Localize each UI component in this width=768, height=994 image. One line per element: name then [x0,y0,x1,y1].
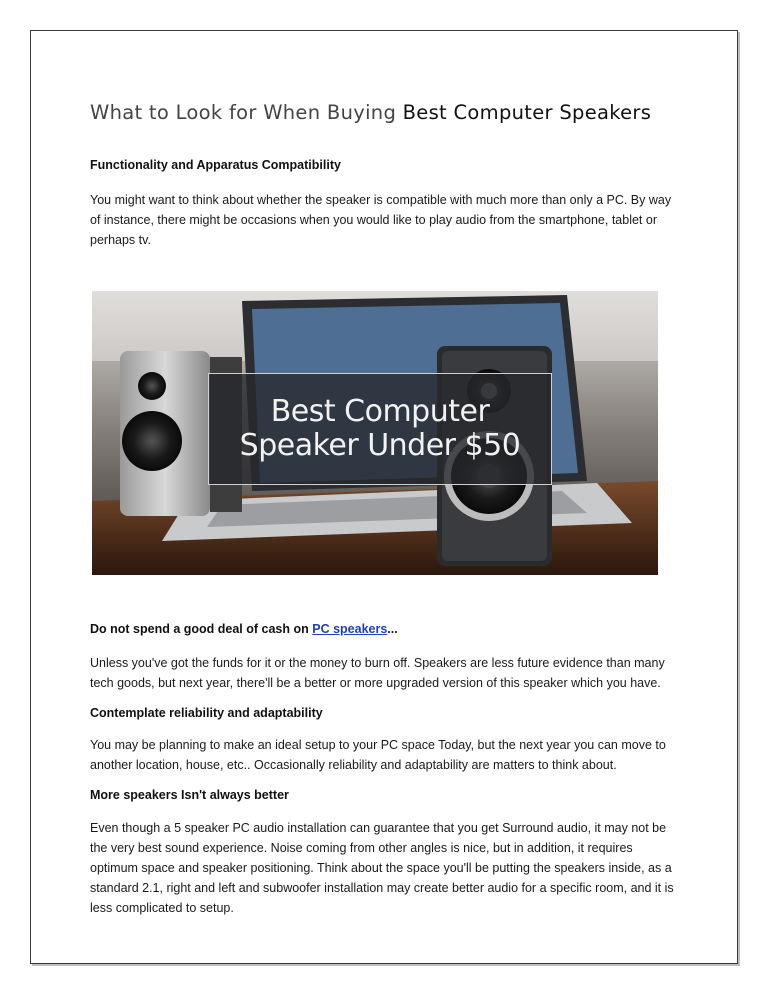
caption-line-1: Best Computer [270,394,490,429]
document-page [30,30,738,964]
section-body-cash: Unless you've got the funds for it or the money to burn off. Speakers are less future evidence than many tech goods, but next year, there'll be a better or more upgraded version of this speaker which you have. [90,656,665,690]
heading-ellipsis: ... [387,622,398,636]
left-tweeter [138,372,166,400]
title-accent: Best Computer Speakers [402,101,652,124]
caption-line-2: Speaker Under $50 [239,428,521,463]
section-body-reliability: You may be planning to make an ideal setup to your PC space Today, but the next year you can move to another location, house, etc.. Occasionally reliability and adaptability are matters to think about. [90,738,666,772]
heading-text: Do not spend a good deal of cash on [90,622,313,636]
image-caption-box [208,373,552,485]
page-title [90,101,651,124]
section-heading-more-speakers: More speakers Isn't always better [90,788,289,802]
section-heading-cash [90,622,680,636]
section-heading-reliability: Contemplate reliability and adaptability [90,706,323,720]
section-body-more-speakers: Even though a 5 speaker PC audio installation can guarantee that you get Surround audio, it may not be the very best sound experience. Noise coming from other angles is nice, but in addition, it requires optimum space and speaker positioning. Think about the space you'll be putting the speakers inside, as a standard 2.1, right and left and subwoofer installation may create better audio for a specific room, and it is less complicated to setup. [90,821,674,915]
pc-speakers-link[interactable]: PC speakers [312,622,388,636]
left-woofer [122,411,182,471]
hero-image [92,291,658,575]
section-heading-compatibility: Functionality and Apparatus Compatibility [90,158,341,172]
title-main: What to Look for When Buying [90,101,403,124]
section-body-compatibility: You might want to think about whether the speaker is compatible with much more than only a PC. By way of instance, there might be occasions when you would like to play audio from the smartphone, tablet or perhaps tv. [90,193,672,247]
